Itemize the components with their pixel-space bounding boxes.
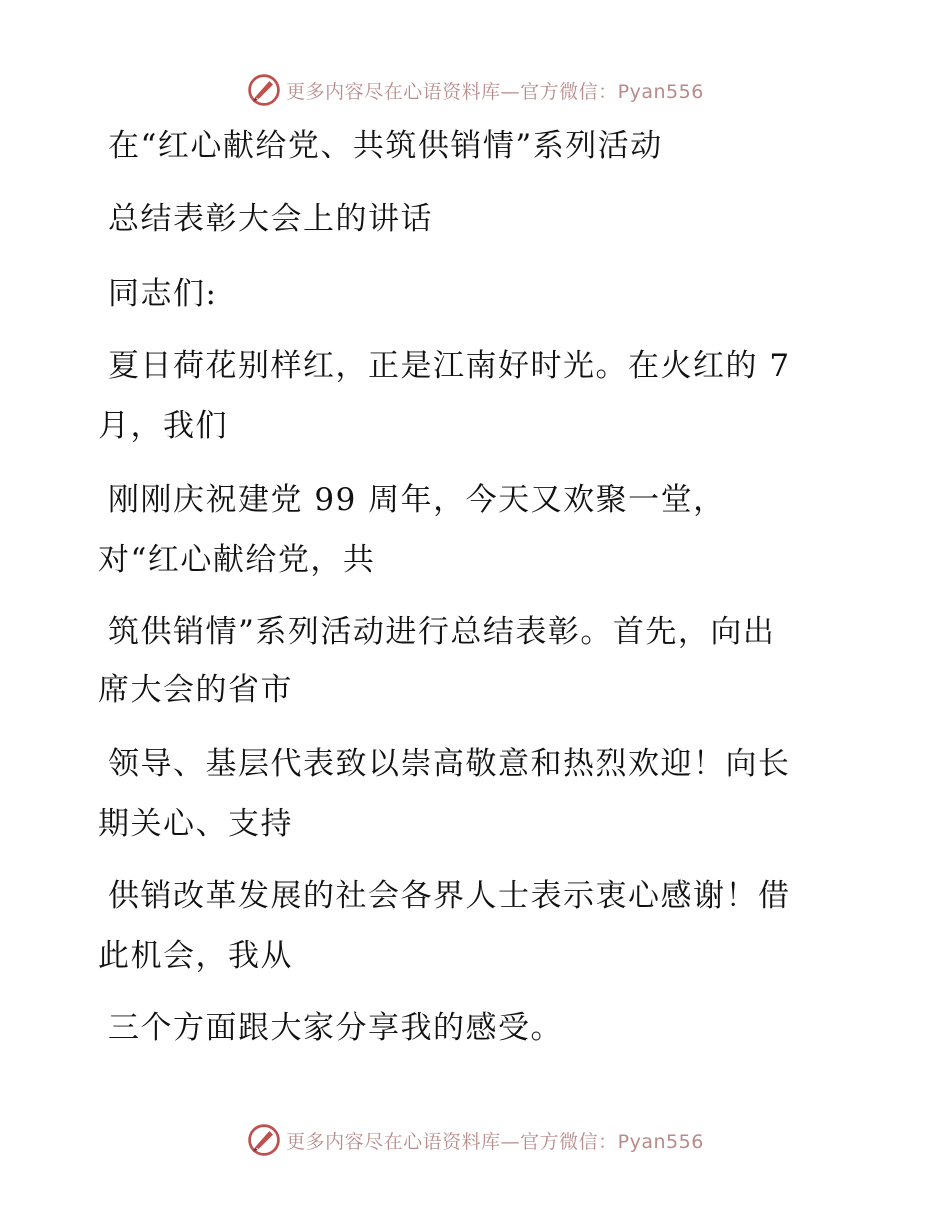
paragraph-line: 供销改革发展的社会各界人士表示衷心感谢！借 (108, 878, 791, 914)
paragraph-line: 筑供销情”系列活动进行总结表彰。首先，向出 (108, 614, 776, 650)
paragraph-line: 对“红心献给党，共 (98, 542, 376, 578)
banner-text: 更多内容尽在心语资料库—官方微信：Pyan556 (286, 80, 704, 103)
title-line-1: 在“红心献给党、共筑供销情”系列活动 (108, 128, 663, 164)
footer-banner (0, 1120, 950, 1160)
red-pen-seal-logo-icon (246, 1122, 282, 1158)
paragraph-line: 月，我们 (98, 408, 228, 444)
title-line-2: 总结表彰大会上的讲话 (108, 201, 433, 237)
paragraph-line: 领导、基层代表致以崇高敬意和热烈欢迎！向长 (108, 746, 791, 782)
paragraph-line: 三个方面跟大家分享我的感受。 (108, 1010, 563, 1046)
paragraph-line: 夏日荷花别样红，正是江南好时光。在火红的 7 (108, 348, 791, 384)
header-banner (0, 70, 950, 110)
paragraph-line: 席大会的省市 (98, 672, 293, 708)
wechat-id: Pyan556 (617, 1130, 704, 1153)
red-pen-seal-logo-icon (246, 72, 282, 108)
wechat-id: Pyan556 (617, 80, 704, 103)
salutation: 同志们: (108, 276, 218, 312)
banner-text: 更多内容尽在心语资料库—官方微信：Pyan556 (286, 1130, 704, 1153)
paragraph-line: 此机会，我从 (98, 938, 293, 974)
paragraph-line: 刚刚庆祝建党 99 周年，今天又欢聚一堂， (108, 482, 726, 518)
paragraph-line: 期关心、支持 (98, 806, 293, 842)
